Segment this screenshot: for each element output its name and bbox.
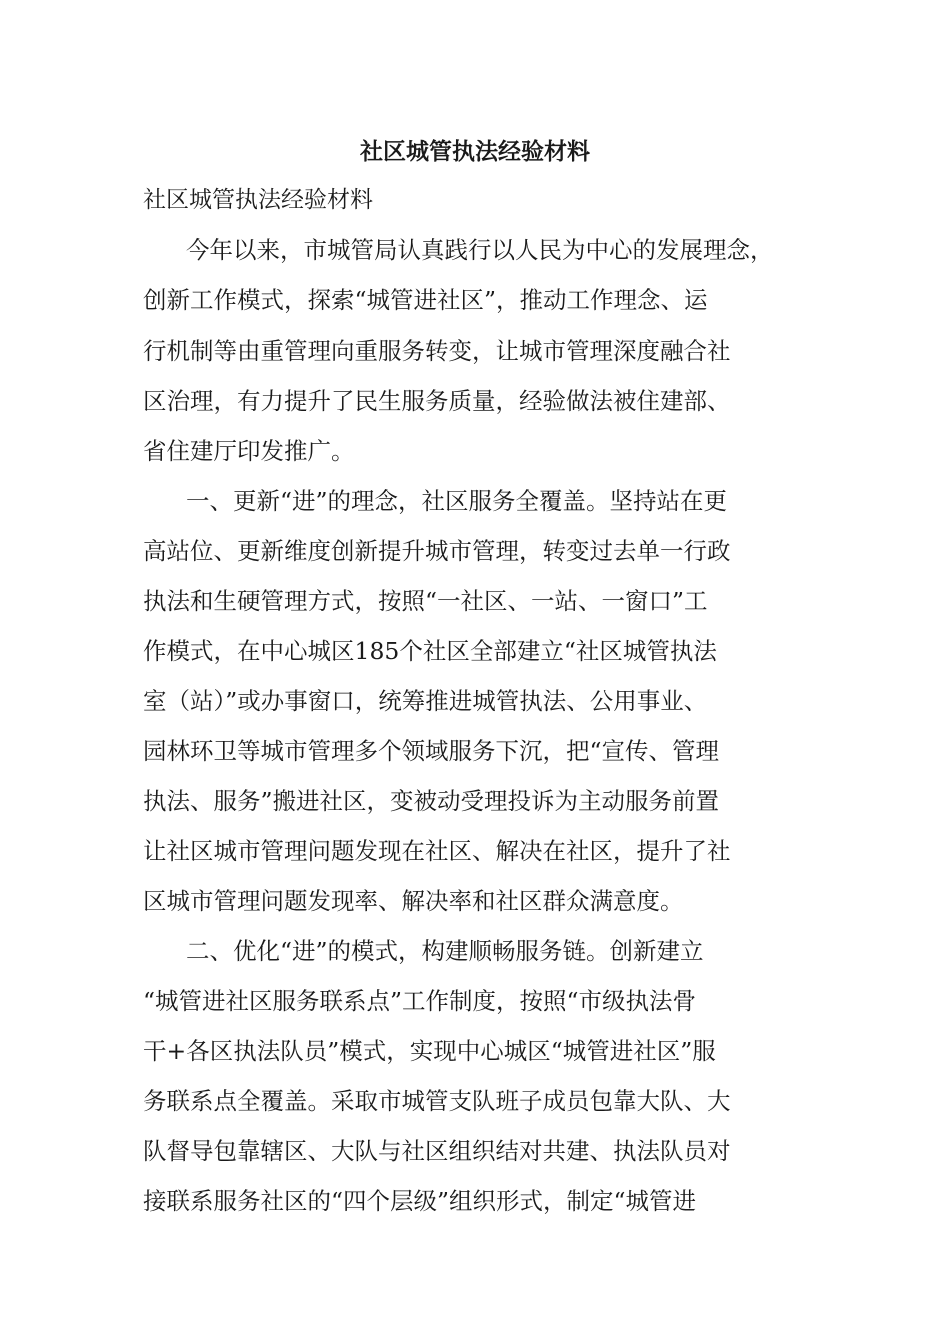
- paragraph-1-line-2: 创新工作模式，探索“城管进社区”，推动工作理念、运: [143, 286, 708, 314]
- paragraph-2-line-1: 一、更新“进”的理念，社区服务全覆盖。坚持站在更: [186, 487, 728, 515]
- paragraph-1-line-1: 今年以来，市城管局认真践行以人民为中心的发展理念，: [186, 236, 774, 264]
- paragraph-3-line-1: 二、优化“进”的模式，构建顺畅服务链。创新建立: [186, 937, 704, 965]
- paragraph-1-line-3: 行机制等由重管理向重服务转变，让城市管理深度融合社: [143, 337, 731, 365]
- paragraph-3-line-6: 接联系服务社区的“四个层级”组织形式，制定“城管进: [143, 1187, 697, 1215]
- paragraph-2-line-6: 园林环卫等城市管理多个领域服务下沉，把“宣传、管理: [143, 737, 720, 765]
- document-title: 社区城管执法经验材料: [360, 138, 590, 165]
- paragraph-2-line-5: 室（站）”或办事窗口，统筹推进城管执法、公用事业、: [143, 687, 708, 715]
- paragraph-2-line-2: 高站位、更新维度创新提升城市管理，转变过去单一行政: [143, 537, 731, 565]
- paragraph-2-line-3: 执法和生硬管理方式，按照“一社区、一站、一窗口”工: [143, 587, 708, 615]
- paragraph-3-line-2: “城管进社区服务联系点”工作制度，按照“市级执法骨: [143, 987, 697, 1015]
- document-subtitle: 社区城管执法经验材料: [143, 187, 373, 213]
- paragraph-3-line-3: 干+各区执法队员”模式，实现中心城区“城管进社区”服: [143, 1037, 716, 1065]
- paragraph-1-line-4: 区治理，有力提升了民生服务质量，经验做法被住建部、: [143, 387, 731, 415]
- paragraph-2-line-9: 区城市管理问题发现率、解决率和社区群众满意度。: [143, 887, 684, 915]
- paragraph-2-line-7: 执法、服务”搬进社区，变被动受理投诉为主动服务前置: [143, 787, 720, 815]
- paragraph-3-line-5: 队督导包靠辖区、大队与社区组织结对共建、执法队员对: [143, 1137, 731, 1165]
- paragraph-1-line-5: 省住建厅印发推广。: [143, 437, 355, 465]
- paragraph-3-line-4: 务联系点全覆盖。采取市城管支队班子成员包靠大队、大: [143, 1087, 731, 1115]
- paragraph-2-line-8: 让社区城市管理问题发现在社区、解决在社区，提升了社: [143, 837, 731, 865]
- paragraph-2-line-4: 作模式，在中心城区185个社区全部建立“社区城管执法: [143, 637, 717, 665]
